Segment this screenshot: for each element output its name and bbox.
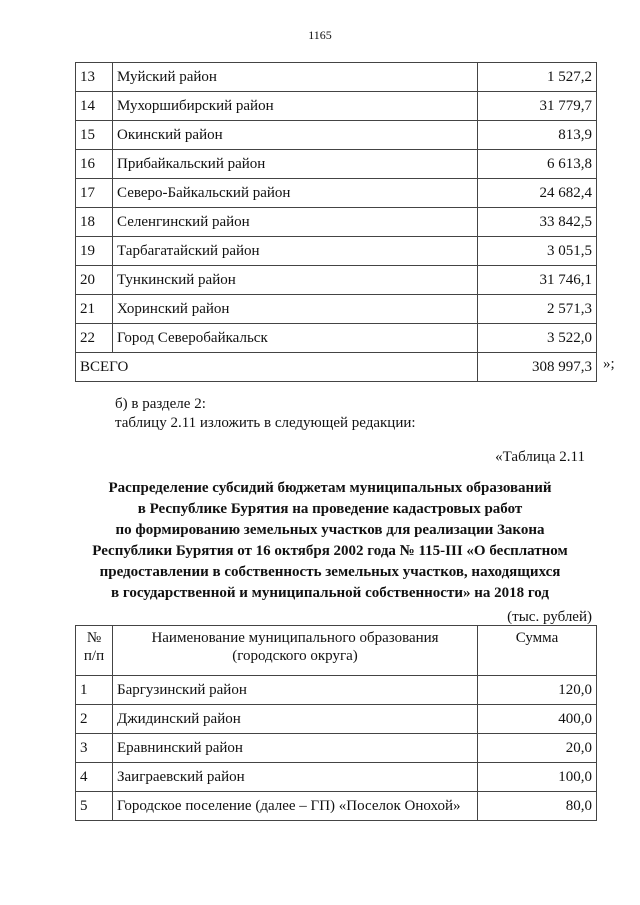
row-number: 2 [76, 705, 113, 734]
district-name: Тункинский район [113, 266, 478, 295]
amount: 3 522,0 [478, 324, 597, 353]
row-number: 1 [76, 676, 113, 705]
amount: 20,0 [478, 734, 597, 763]
table-row [76, 705, 597, 734]
header-name-line1: Наименование муниципального образования [151, 630, 439, 646]
unit-note: (тыс. рублей) [507, 609, 592, 625]
header-number-line1: № [86, 630, 102, 646]
district-name: Прибайкальский район [113, 150, 478, 179]
district-name: Муйский район [113, 63, 478, 92]
table-row [76, 63, 597, 92]
amount: 1 527,2 [478, 63, 597, 92]
title-line: предоставлении в собственность земельных участков, находящихся [99, 564, 561, 580]
header-number-line2: п/п [83, 648, 105, 664]
amount: 120,0 [478, 676, 597, 705]
row-number: 3 [76, 734, 113, 763]
amount: 6 613,8 [478, 150, 597, 179]
table-row [76, 179, 597, 208]
row-number: 13 [76, 63, 113, 92]
table-row [76, 208, 597, 237]
row-number: 19 [76, 237, 113, 266]
row-number: 17 [76, 179, 113, 208]
header-number [76, 626, 113, 676]
total-row [76, 353, 597, 382]
table-row [76, 266, 597, 295]
table-header [76, 626, 597, 676]
title-line: в Республике Бурятия на проведение кадастровых работ [137, 501, 523, 517]
header-name-line2: (городского округа) [232, 648, 358, 664]
district-name: Мухоршибирский район [113, 92, 478, 121]
table-row [76, 676, 597, 705]
district-name: Окинский район [113, 121, 478, 150]
table-row [76, 295, 597, 324]
table-row [76, 237, 597, 266]
title-line: в государственной и муниципальной собственности» на 2018 год [111, 585, 549, 601]
table-row [76, 121, 597, 150]
title-line: Распределение субсидий бюджетам муниципальных образований [108, 480, 552, 496]
header-sum: Сумма [478, 626, 597, 676]
row-number: 18 [76, 208, 113, 237]
page-number: 1165 [308, 28, 332, 42]
row-number: 20 [76, 266, 113, 295]
closing-quote-mark: »; [603, 356, 615, 372]
subsidy-table-2-11 [75, 625, 597, 821]
table-row [76, 324, 597, 353]
table-row [76, 92, 597, 121]
district-name: Тарбагатайский район [113, 237, 478, 266]
amount: 31 746,1 [478, 266, 597, 295]
district-name: Город Северобайкальск [113, 324, 478, 353]
district-name: Баргузинский район [113, 676, 478, 705]
title-line: по формированию земельных участков для реализации Закона [115, 522, 545, 538]
row-number: 4 [76, 763, 113, 792]
amount: 100,0 [478, 763, 597, 792]
district-name: Северо-Байкальский район [113, 179, 478, 208]
amount: 31 779,7 [478, 92, 597, 121]
district-name: Джидинский район [113, 705, 478, 734]
district-name: Селенгинский район [113, 208, 478, 237]
paragraph-section-ref: б) в разделе 2: [115, 396, 206, 412]
subsidy-table-continued [75, 62, 597, 382]
amount: 24 682,4 [478, 179, 597, 208]
district-name: Заиграевский район [113, 763, 478, 792]
title-line: Республики Бурятия от 16 октября 2002 года № 115-III «О бесплатном [92, 543, 568, 559]
amount: 33 842,5 [478, 208, 597, 237]
document-title [60, 478, 600, 604]
row-number: 21 [76, 295, 113, 324]
table-row [76, 734, 597, 763]
amount: 80,0 [478, 792, 597, 821]
row-number: 22 [76, 324, 113, 353]
row-number: 16 [76, 150, 113, 179]
total-amount: 308 997,3 [478, 353, 597, 382]
table-row [76, 763, 597, 792]
amount: 3 051,5 [478, 237, 597, 266]
district-name: Еравнинский район [113, 734, 478, 763]
amount: 400,0 [478, 705, 597, 734]
row-number: 5 [76, 792, 113, 821]
paragraph-instruction: таблицу 2.11 изложить в следующей редакции: [115, 415, 416, 431]
header-name [113, 626, 478, 676]
table-row [76, 792, 597, 821]
amount: 2 571,3 [478, 295, 597, 324]
district-name: Городское поселение (далее – ГП) «Поселок Онохой» [113, 792, 478, 821]
district-name: Хоринский район [113, 295, 478, 324]
row-number: 14 [76, 92, 113, 121]
amount: 813,9 [478, 121, 597, 150]
table-label: «Таблица 2.11 [495, 449, 585, 465]
row-number: 15 [76, 121, 113, 150]
table-row [76, 150, 597, 179]
total-label: ВСЕГО [76, 353, 478, 382]
